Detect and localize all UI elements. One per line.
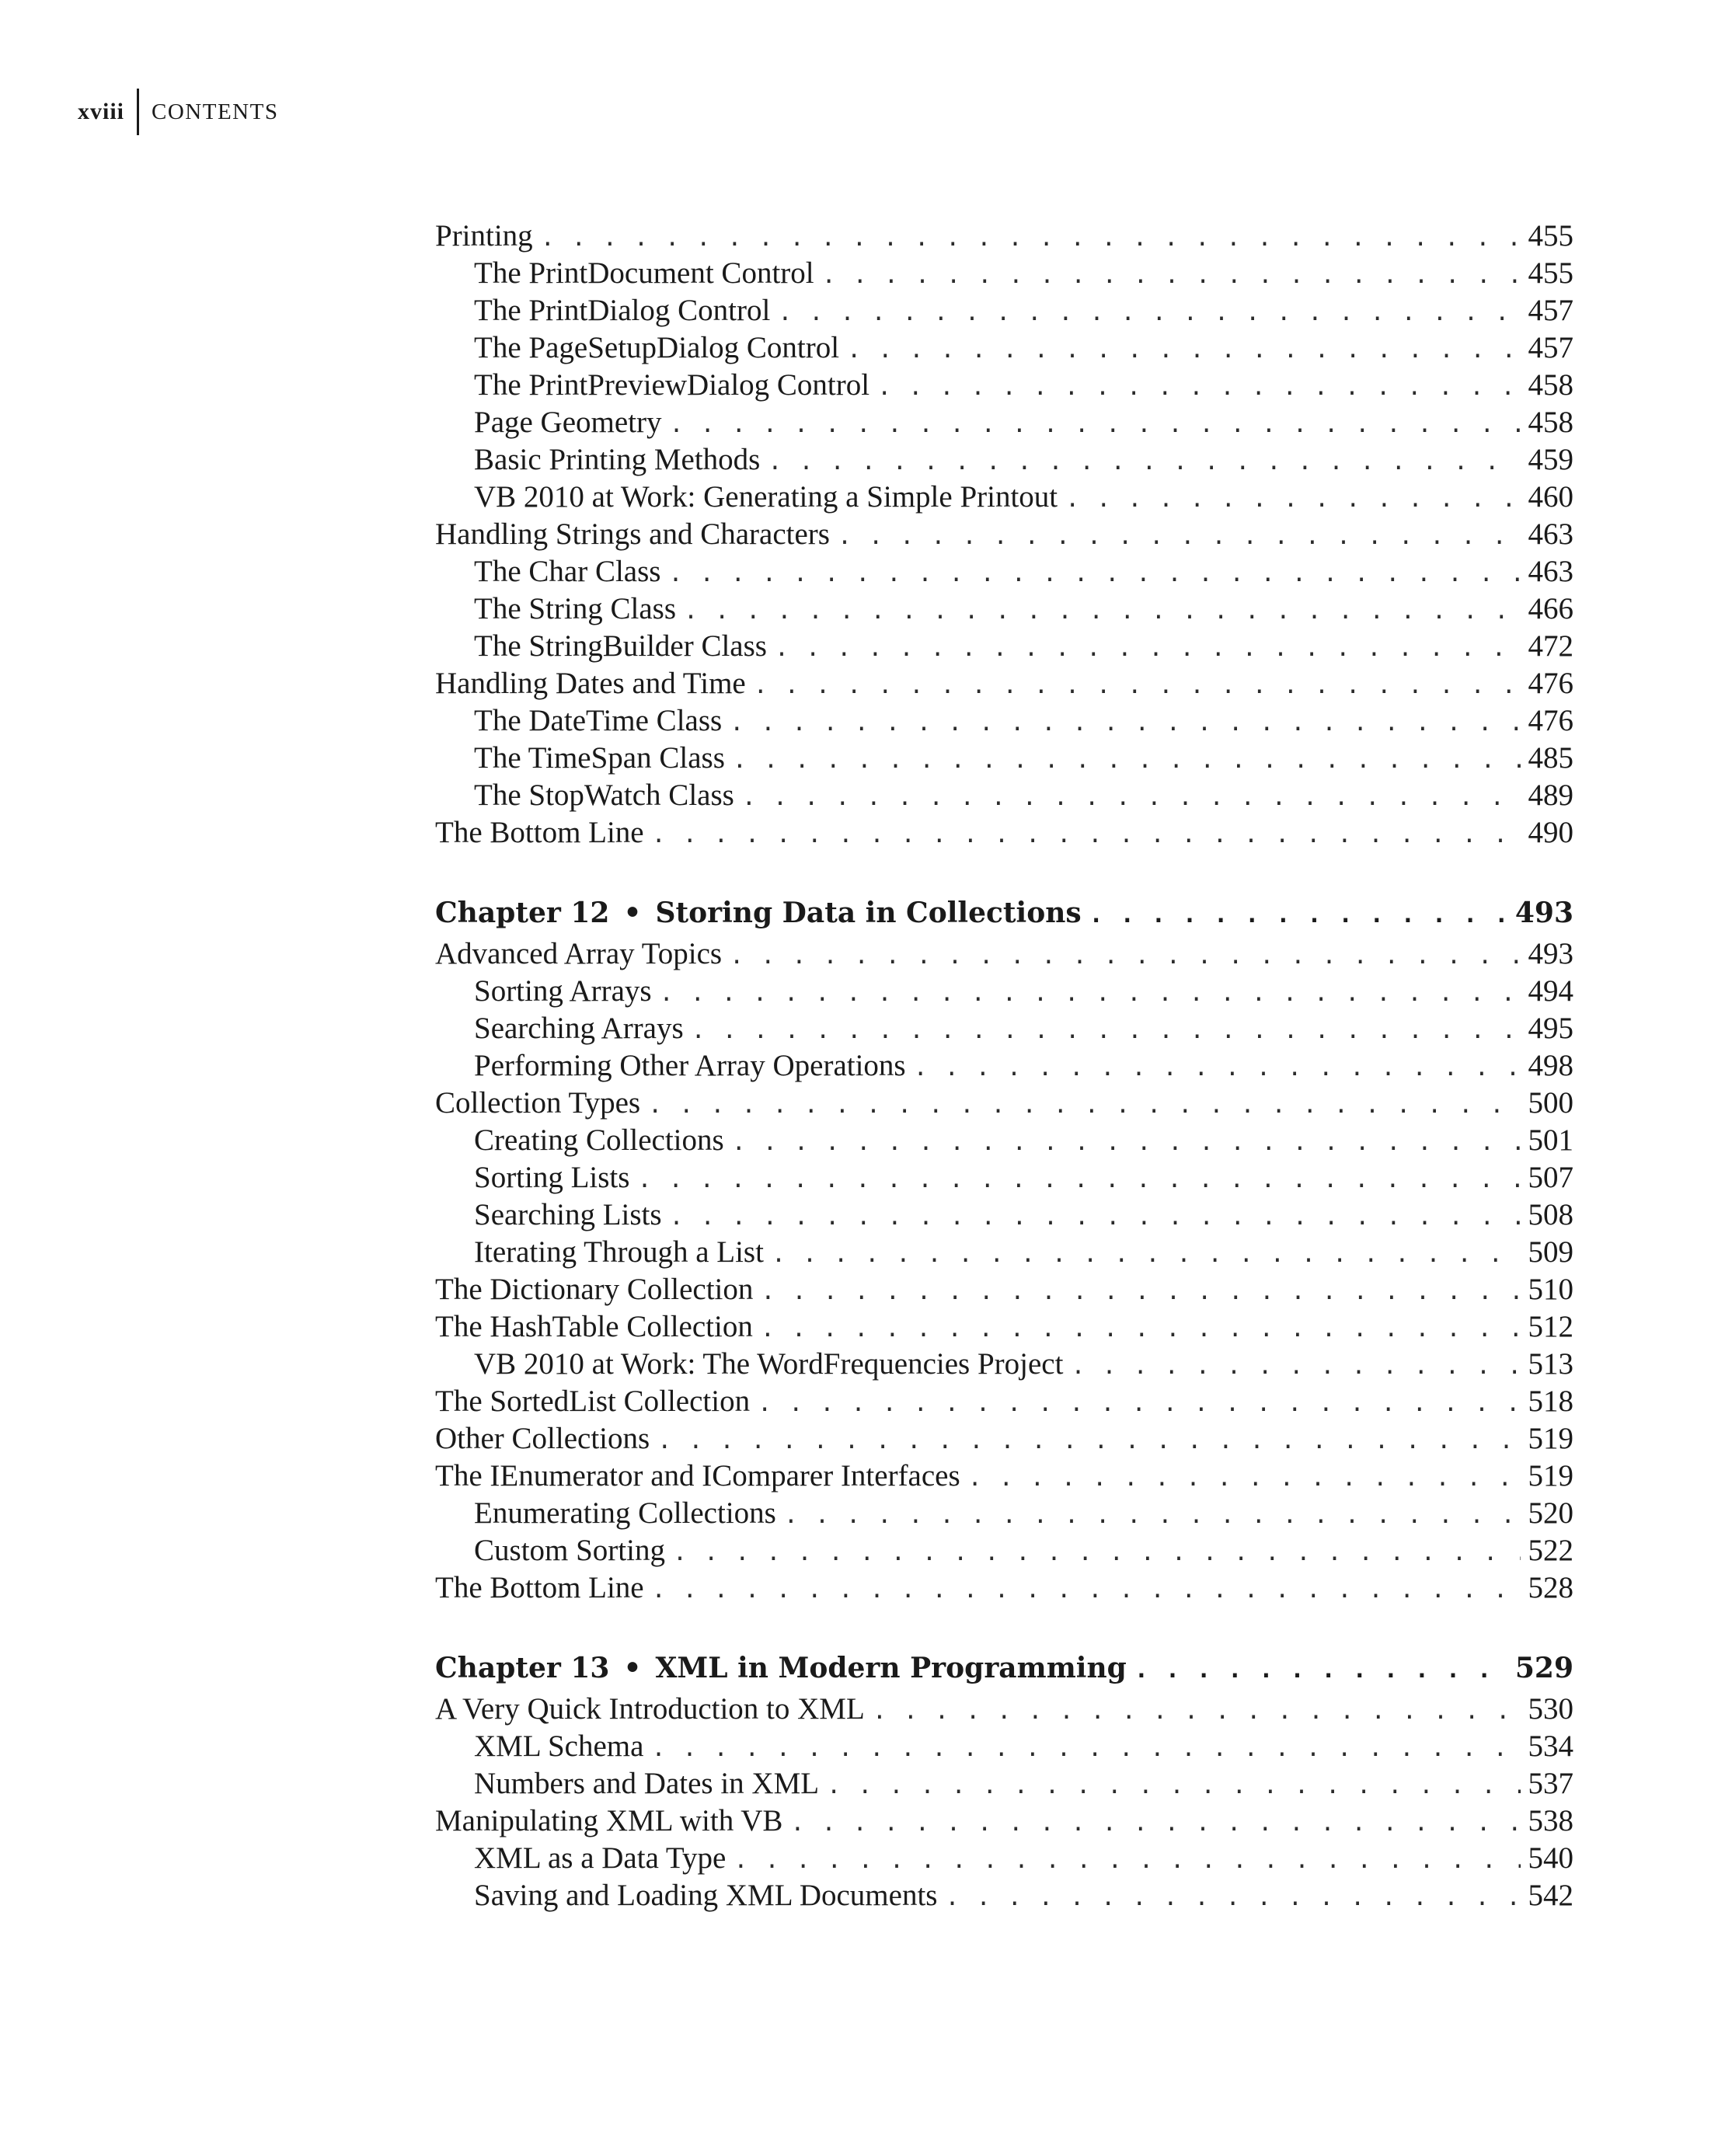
entry-title: Sorting Lists <box>474 1161 630 1194</box>
dot-leader <box>1071 1348 1520 1385</box>
chapter-separator: • <box>623 1652 642 1684</box>
dot-leader <box>847 332 1520 369</box>
toc-subentry[interactable] <box>435 702 1573 740</box>
toc-entry[interactable] <box>435 1085 1573 1122</box>
entry-page-number: 466 <box>1528 592 1573 625</box>
toc-subentry[interactable] <box>435 1532 1573 1569</box>
entry-page-number: 510 <box>1528 1273 1573 1306</box>
toc-entry[interactable] <box>435 935 1573 973</box>
dot-leader <box>670 406 1521 444</box>
entry-title: Performing Other Array Operations <box>474 1049 906 1082</box>
page-number: xviii <box>78 99 125 124</box>
entry-page-number: 494 <box>1528 974 1573 1008</box>
entry-title: The StringBuilder Class <box>474 629 767 663</box>
toc-subentry[interactable] <box>435 404 1573 441</box>
chapter-section <box>435 890 1573 1607</box>
entry-page-number: 509 <box>1528 1235 1573 1269</box>
chapter-title: XML in Modern Programming <box>655 1652 1127 1684</box>
dot-leader <box>541 220 1521 257</box>
dot-leader <box>730 938 1520 975</box>
toc-subentry[interactable] <box>435 255 1573 292</box>
entry-title: Sorting Arrays <box>474 974 652 1008</box>
toc-subentry[interactable] <box>435 292 1573 329</box>
entry-page-number: 457 <box>1528 331 1573 364</box>
entry-page-number: 489 <box>1528 778 1573 812</box>
toc-subentry[interactable] <box>435 367 1573 404</box>
dot-leader <box>754 667 1521 705</box>
entry-title: The String Class <box>474 592 676 625</box>
dot-leader <box>652 817 1521 854</box>
entry-page-number: 513 <box>1528 1347 1573 1381</box>
toc-subentry[interactable] <box>435 1728 1573 1765</box>
entry-page-number: 500 <box>1528 1086 1573 1120</box>
dot-leader <box>1089 893 1507 938</box>
toc-subentry[interactable] <box>435 1159 1573 1196</box>
toc-subentry[interactable] <box>435 740 1573 777</box>
toc-subentry[interactable] <box>435 1234 1573 1271</box>
dot-leader <box>657 1423 1520 1460</box>
entry-title: The PrintPreviewDialog Control <box>474 368 870 402</box>
toc-entry[interactable] <box>435 1802 1573 1840</box>
chapter-title: Storing Data in Collections <box>655 897 1082 929</box>
entry-page-number: 472 <box>1528 629 1573 663</box>
entry-title: Manipulating XML with VB <box>435 1804 783 1837</box>
toc-entry[interactable] <box>435 665 1573 702</box>
toc-subentry[interactable] <box>435 479 1573 516</box>
entry-page-number: 520 <box>1528 1496 1573 1530</box>
entry-page-number: 501 <box>1528 1123 1573 1157</box>
entry-page-number: 518 <box>1528 1385 1573 1418</box>
toc-entry[interactable] <box>435 218 1573 255</box>
dot-leader <box>784 1497 1521 1534</box>
toc-entry[interactable] <box>435 1420 1573 1458</box>
toc-subentry[interactable] <box>435 1840 1573 1877</box>
entry-title: The IEnumerator and IComparer Interfaces <box>435 1459 960 1492</box>
dot-leader <box>730 705 1520 742</box>
entry-page-number: 507 <box>1528 1161 1573 1194</box>
running-title: CONTENTS <box>152 99 279 124</box>
entry-title: The Bottom Line <box>435 1571 644 1604</box>
dot-leader <box>673 1534 1521 1572</box>
entry-title: Page Geometry <box>474 406 662 439</box>
entry-title: Basic Printing Methods <box>474 443 761 476</box>
entry-title: The Bottom Line <box>435 816 644 849</box>
toc-subentry[interactable] <box>435 628 1573 665</box>
entry-page-number: 455 <box>1528 256 1573 290</box>
entry-page-number: 485 <box>1528 741 1573 775</box>
entry-title: Creating Collections <box>474 1123 724 1157</box>
entry-title: Searching Lists <box>474 1198 662 1231</box>
dot-leader <box>742 779 1521 817</box>
toc-subentry[interactable] <box>435 1346 1573 1383</box>
entry-title: The PrintDocument Control <box>474 256 814 290</box>
entry-title: Numbers and Dates in XML <box>474 1767 820 1800</box>
entry-page-number: 498 <box>1528 1049 1573 1082</box>
dot-leader <box>652 1572 1521 1609</box>
entry-title: Printing <box>435 219 533 253</box>
entry-page-number: 463 <box>1528 555 1573 588</box>
entry-title: Searching Arrays <box>474 1012 684 1045</box>
dot-leader <box>668 556 1520 593</box>
dot-leader <box>758 1385 1520 1423</box>
entry-title: Collection Types <box>435 1086 641 1120</box>
table-of-contents <box>435 218 1573 1914</box>
entry-title: XML as a Data Type <box>474 1841 727 1875</box>
entry-page-number: 495 <box>1528 1012 1573 1045</box>
entry-title: XML Schema <box>474 1729 644 1763</box>
dot-leader <box>968 1460 1521 1497</box>
entry-title: The HashTable Collection <box>435 1310 753 1343</box>
dot-leader <box>775 630 1521 667</box>
entry-page-number: 530 <box>1528 1692 1573 1726</box>
dot-leader <box>1065 481 1520 518</box>
entry-page-number: 463 <box>1528 517 1573 551</box>
entry-title: Saving and Loading XML Documents <box>474 1879 938 1912</box>
entry-title: Iterating Through a List <box>474 1235 764 1269</box>
entry-page-number: 522 <box>1528 1534 1573 1567</box>
toc-entry[interactable] <box>435 1569 1573 1607</box>
entry-page-number: 512 <box>1528 1310 1573 1343</box>
entry-page-number: 458 <box>1528 368 1573 402</box>
dot-leader <box>648 1087 1520 1124</box>
chapter-heading[interactable] <box>435 890 1573 935</box>
toc-entry[interactable] <box>435 1458 1573 1495</box>
toc-entry[interactable] <box>435 1691 1573 1728</box>
entry-title: The StopWatch Class <box>474 778 734 812</box>
dot-leader <box>945 1879 1520 1917</box>
dot-leader <box>772 1236 1521 1273</box>
entry-page-number: 476 <box>1528 704 1573 737</box>
entry-title: VB 2010 at Work: Generating a Simple Printout <box>474 480 1058 514</box>
chapter-section <box>435 1646 1573 1914</box>
entry-title: Handling Strings and Characters <box>435 517 830 551</box>
entry-page-number: 519 <box>1528 1459 1573 1492</box>
chapter-label: Chapter 12 <box>435 897 610 929</box>
dot-leader <box>660 975 1521 1012</box>
dot-leader <box>822 257 1521 294</box>
entry-page-number: 460 <box>1528 480 1573 514</box>
dot-leader <box>734 1842 1520 1879</box>
chapter-heading[interactable] <box>435 1646 1573 1691</box>
entry-page-number: 542 <box>1528 1879 1573 1912</box>
entry-page-number: 508 <box>1528 1198 1573 1231</box>
entry-title: Advanced Array Topics <box>435 937 723 970</box>
toc-entry[interactable] <box>435 1308 1573 1346</box>
entry-title: Handling Dates and Time <box>435 667 746 700</box>
dot-leader <box>684 593 1521 630</box>
entry-title: The Char Class <box>474 555 661 588</box>
entry-page-number: 540 <box>1528 1841 1573 1875</box>
entry-title: A Very Quick Introduction to XML <box>435 1692 865 1726</box>
dot-leader <box>778 294 1520 332</box>
entry-title: VB 2010 at Work: The WordFrequencies Project <box>474 1347 1064 1381</box>
dot-leader <box>692 1012 1521 1050</box>
entry-title: The PrintDialog Control <box>474 294 771 327</box>
dot-leader <box>827 1768 1520 1805</box>
toc-subentry[interactable] <box>435 777 1573 814</box>
toc-subentry[interactable] <box>435 590 1573 628</box>
toc-subentry[interactable] <box>435 553 1573 590</box>
dot-leader <box>670 1199 1521 1236</box>
toc-subentry[interactable] <box>435 1495 1573 1532</box>
dot-leader <box>761 1311 1521 1348</box>
entry-title: Other Collections <box>435 1422 650 1455</box>
toc-subentry[interactable] <box>435 441 1573 479</box>
entry-title: The DateTime Class <box>474 704 723 737</box>
toc-subentry[interactable] <box>435 329 1573 367</box>
entry-page-number: 476 <box>1528 667 1573 700</box>
entry-page-number: 519 <box>1528 1422 1573 1455</box>
toc-subentry[interactable] <box>435 1122 1573 1159</box>
entry-title: The SortedList Collection <box>435 1385 751 1418</box>
entry-page-number: 458 <box>1528 406 1573 439</box>
dot-leader <box>914 1050 1521 1087</box>
dot-leader <box>790 1805 1520 1842</box>
running-head <box>78 92 278 132</box>
toc-entry[interactable] <box>435 814 1573 852</box>
dot-leader <box>877 369 1520 406</box>
toc-entry[interactable] <box>435 516 1573 553</box>
dot-leader <box>637 1162 1520 1199</box>
entry-title: Custom Sorting <box>474 1534 665 1567</box>
dot-leader <box>1134 1648 1507 1693</box>
toc-subentry[interactable] <box>435 1765 1573 1802</box>
dot-leader <box>873 1693 1521 1730</box>
toc-subentry[interactable] <box>435 1196 1573 1234</box>
entry-page-number: 534 <box>1528 1729 1573 1763</box>
chapter-page-number: 529 <box>1514 1652 1573 1684</box>
entry-page-number: 459 <box>1528 443 1573 476</box>
entry-title: The PageSetupDialog Control <box>474 331 840 364</box>
entry-page-number: 538 <box>1528 1804 1573 1837</box>
toc-subentry[interactable] <box>435 973 1573 1010</box>
entry-page-number: 457 <box>1528 294 1573 327</box>
entry-page-number: 455 <box>1528 219 1573 253</box>
dot-leader <box>733 742 1521 779</box>
entry-title: The TimeSpan Class <box>474 741 725 775</box>
toc-section <box>435 218 1573 852</box>
toc-subentry[interactable] <box>435 1047 1573 1085</box>
toc-entry[interactable] <box>435 1271 1573 1308</box>
chapter-page-number: 493 <box>1514 897 1573 929</box>
entry-page-number: 528 <box>1528 1571 1573 1604</box>
entry-title: The Dictionary Collection <box>435 1273 754 1306</box>
dot-leader <box>761 1273 1520 1311</box>
entry-page-number: 537 <box>1528 1767 1573 1800</box>
toc-subentry[interactable] <box>435 1877 1573 1914</box>
dot-leader <box>838 518 1521 556</box>
entry-title: Enumerating Collections <box>474 1496 776 1530</box>
chapter-label: Chapter 13 <box>435 1652 610 1684</box>
entry-page-number: 490 <box>1528 816 1573 849</box>
dot-leader <box>732 1124 1521 1162</box>
chapter-separator: • <box>623 897 642 929</box>
dot-leader <box>768 444 1520 481</box>
entry-page-number: 493 <box>1528 937 1573 970</box>
toc-entry[interactable] <box>435 1383 1573 1420</box>
toc-subentry[interactable] <box>435 1010 1573 1047</box>
dot-leader <box>651 1730 1520 1768</box>
